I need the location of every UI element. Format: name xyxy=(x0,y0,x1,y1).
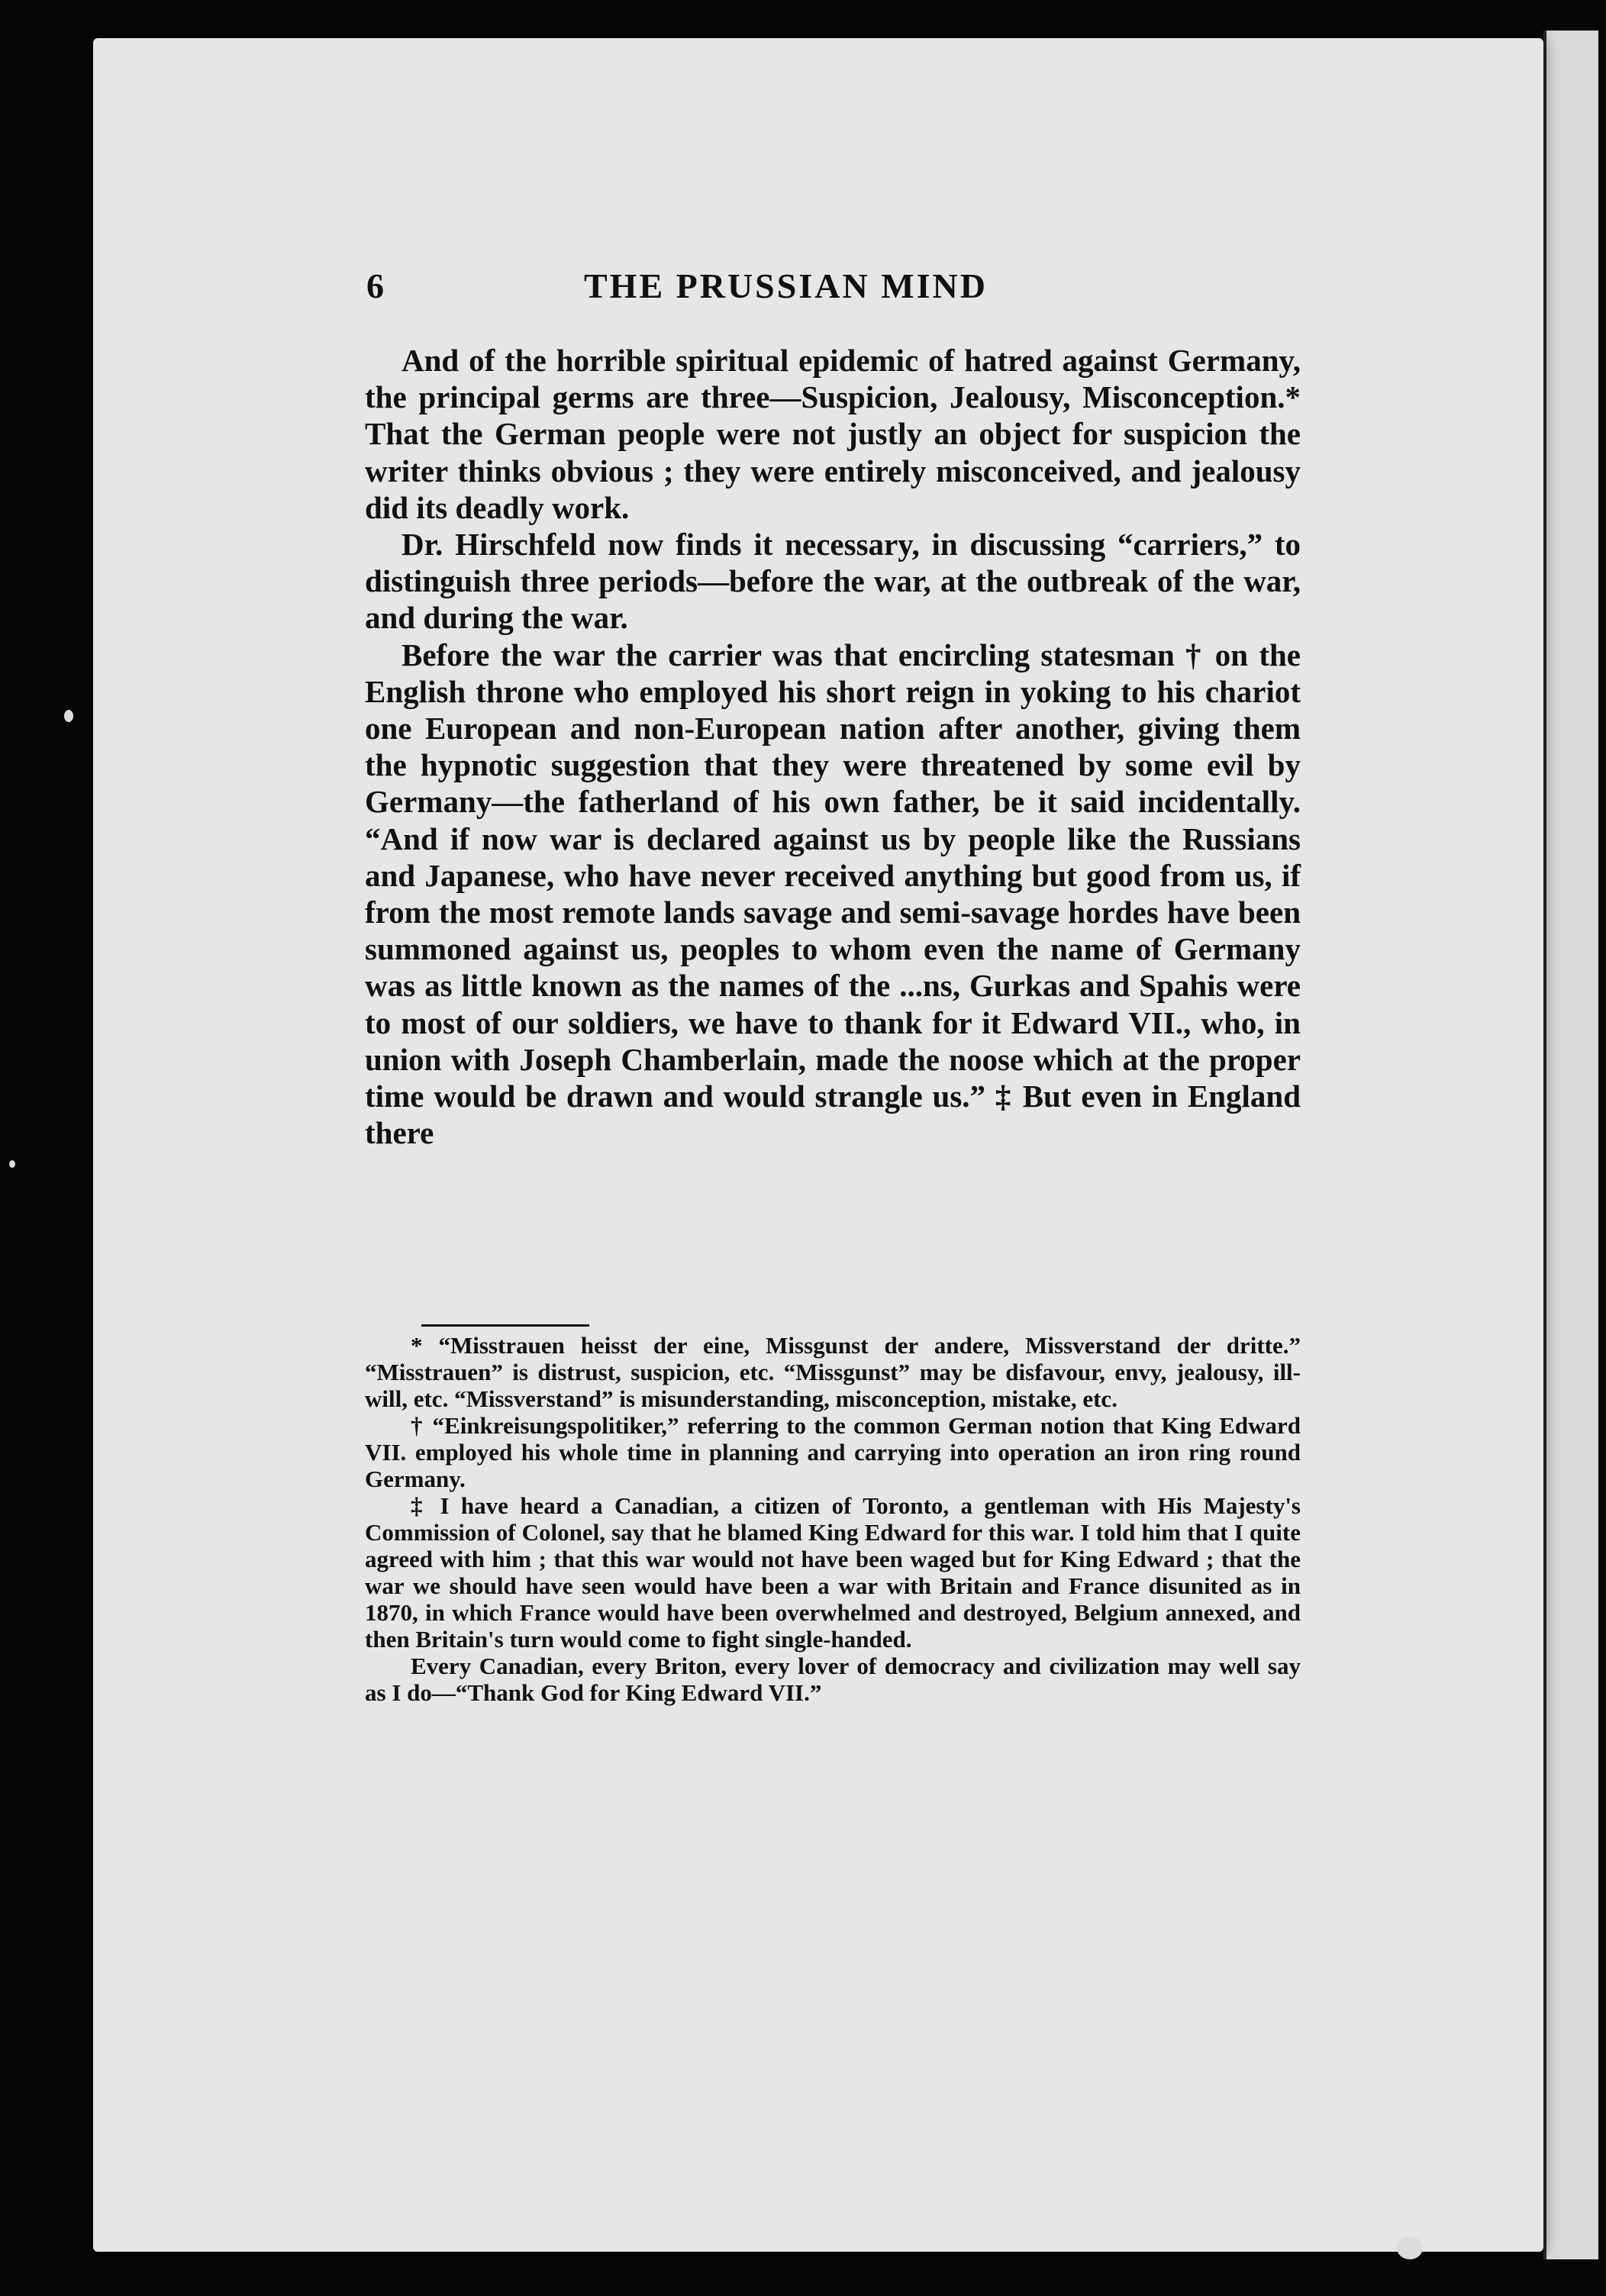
scan-speck xyxy=(1397,2236,1423,2259)
facing-page-edge xyxy=(1543,31,1598,2259)
page-header xyxy=(366,266,1313,314)
scan-speck xyxy=(9,1160,15,1168)
running-head: THE PRUSSIAN MIND xyxy=(584,266,988,305)
paragraph: Before the war the carrier was that encircling statesman † on the English throne who employed his short reign in yoking to his chariot one European and non-European nation after another, giving them the hypnotic suggestion that they were threatened by some evil by Germany—the fatherland of his own father, be it said incidentally. “And if now war is declared against us by people like the Russians and Japanese, who have never received anything but good from us, if from the most remote lands savage and semi-savage hordes have been summoned against us, peoples to whom even the name of Germany was as little known as the names of the ...ns, Gurkas and Spahis were to most of our soldiers, we have to thank for it Edward VII., who, in union with Joseph Chamberlain, made the noose which at the proper time would be drawn and would strangle us.” ‡ But even in England there xyxy=(365,637,1301,1151)
scan-speck xyxy=(64,710,73,722)
footnote: ‡ I have heard a Canadian, a citizen of Toronto, a gentleman with His Majesty's Commission of Colonel, say that he blamed King Edward for this war. I told him that I quite agreed with him ; that this war would not have been waged but for King Edward ; that the war we should have seen would have been a war with Britain and France disunited as in 1870, in which France would have been overwhelmed and destroyed, Belgium annexed, and then Britain's turn would come to fight single-handed. xyxy=(365,1492,1301,1653)
footnotes xyxy=(365,1332,1301,1706)
page-number: 6 xyxy=(366,266,384,305)
paragraph: And of the horrible spiritual epidemic of hatred against Germany, the principal germs are three—Suspicion, Jealousy, Misconception.* That the German people were not justly an object for suspicion the writer thinks obvious ; they were entirely misconceived, and jealousy did its deadly work. xyxy=(365,343,1301,525)
footnote: † “Einkreisungspolitiker,” referring to the common German notion that King Edward VII. employed his whole time in planning and carrying into operation an iron ring round Germany. xyxy=(365,1412,1301,1492)
footnote: * “Misstrauen heisst der eine, Missgunst der andere, Missverstand der dritte.” “Misstrauen” is distrust, suspicion, etc. “Missgunst” may be disfavour, envy, jealousy, ill-will, etc. “Missverstand” is misunderstanding, misconception, mistake, etc. xyxy=(365,1332,1301,1412)
main-text xyxy=(365,342,1301,1151)
footnote-rule xyxy=(421,1324,589,1327)
paragraph: Dr. Hirschfeld now finds it necessary, in discussing “carriers,” to distinguish three periods—before the war, at the outbreak of the war, and during the war. xyxy=(365,527,1301,636)
footnote: Every Canadian, every Briton, every lover of democracy and civilization may well say as I do—“Thank God for King Edward VII.” xyxy=(365,1653,1301,1706)
